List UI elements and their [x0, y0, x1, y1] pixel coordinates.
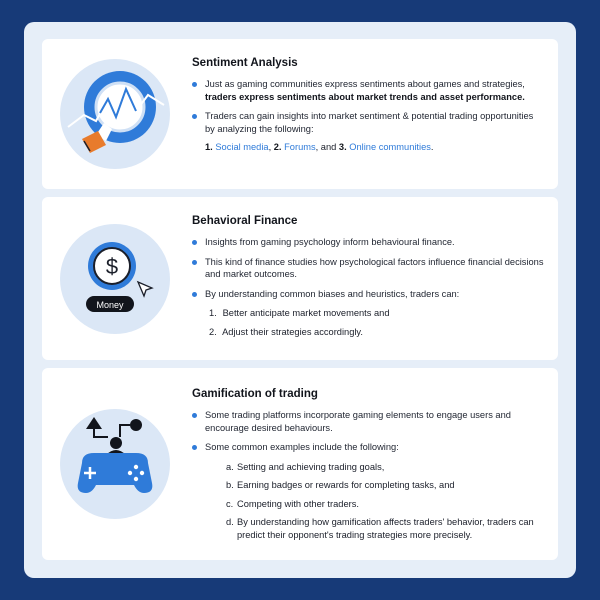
bullet-item: Just as gaming communities express sentiments about games and strategies, traders express sentiments about market trends and asset performance. [192, 78, 544, 103]
list-item: d. By understanding how gamification affects traders' behavior, traders can predict their opponent's trading strategies more precisely. [226, 517, 534, 540]
bullet-item: Insights from gaming psychology inform behavioural finance. [192, 236, 544, 249]
section-title: Behavioral Finance [192, 215, 298, 227]
sources-line: 1. Social media, 2. Forums, and 3. Online communities. [205, 142, 434, 152]
section-title: Sentiment Analysis [192, 57, 298, 69]
sentiment-analysis-card [42, 39, 558, 189]
bullet-item: This kind of finance studies how psychological factors influence financial decisions and market outcomes. [192, 256, 544, 281]
list-item: 2. Adjust their strategies accordingly. [209, 326, 363, 337]
svg-text:$: $ [105, 254, 119, 279]
list-item: c. Competing with other traders. [226, 498, 359, 509]
section-title: Gamification of trading [192, 388, 318, 400]
magnifier-chart-icon [60, 59, 170, 169]
list-item: a. Setting and achieving trading goals, [226, 461, 385, 472]
social-media-link[interactable]: Social media [215, 142, 269, 152]
bullet-item: Some common examples include the following: [192, 441, 544, 454]
forums-link[interactable]: Forums [284, 142, 316, 152]
online-communities-link[interactable]: Online communities [349, 142, 431, 152]
bullet-item: Some trading platforms incorporate gaming elements to engage users and encourage desired behaviours. [192, 409, 544, 434]
dollar-coin-icon [60, 224, 170, 334]
infographic-panel [24, 22, 576, 578]
list-item: 1. Better anticipate market movements and [209, 308, 390, 318]
money-badge: Money [96, 300, 124, 310]
bullet-item: Traders can gain insights into market sentiment & potential trading opportunities by analyzing the following: [192, 110, 544, 135]
list-item: b. Earning badges or rewards for completing tasks, and [226, 480, 455, 490]
bullet-item: By understanding common biases and heuristics, traders can: [192, 288, 544, 301]
gamepad-icon [60, 409, 170, 519]
gamification-card [42, 368, 558, 560]
behavioral-finance-card [42, 197, 558, 360]
